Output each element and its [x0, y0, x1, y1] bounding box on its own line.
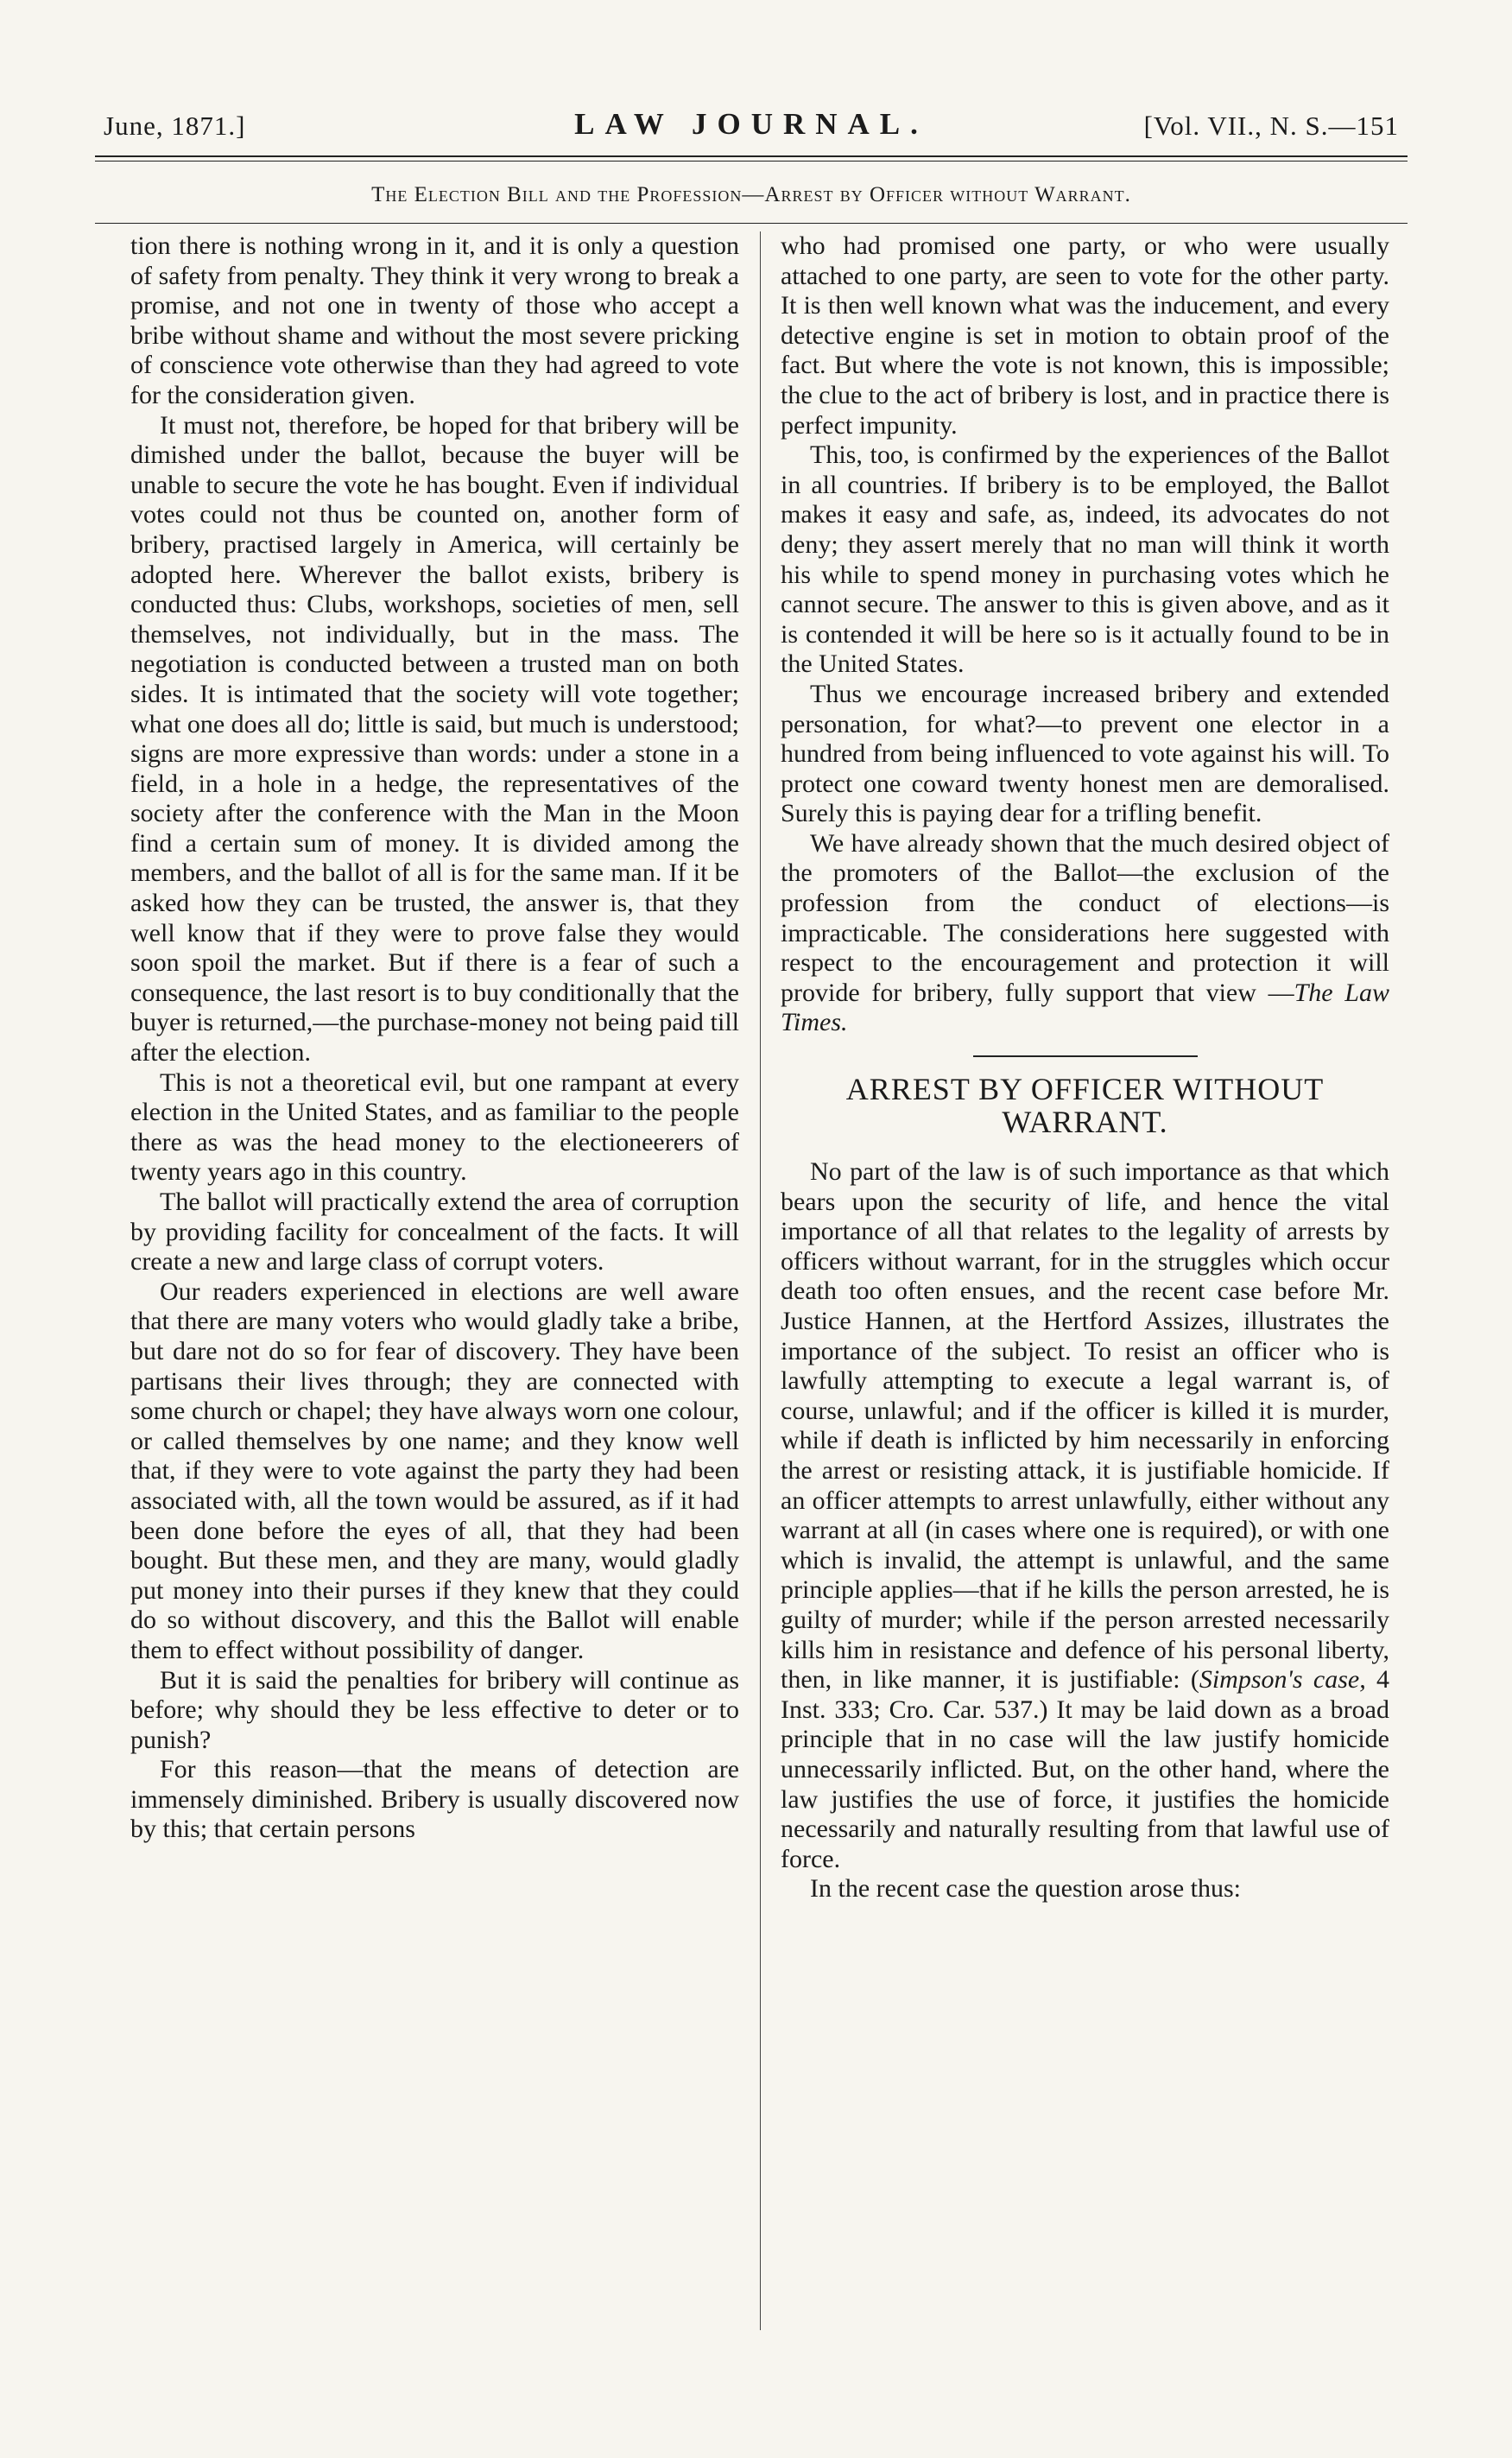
running-title-rule: [95, 223, 1408, 224]
header-rule-thick: [95, 155, 1408, 157]
paragraph: For this reason—that the means of detection are immensely diminished. Bribery is usually discovered now by this; that certain persons: [130, 1755, 739, 1844]
paragraph: tion there is nothing wrong in it, and it is only a question of safety from penalty. They think it very wrong to break a promise, and not one in twenty of those who accept a bribe without shame and without the most severe pricking of conscience vote otherwise than they had agreed to vote for the consideration given.: [130, 231, 739, 409]
page-header: [104, 102, 1399, 154]
column-divider: [760, 231, 761, 2330]
paragraph: But it is said the penalties for bribery will continue as before; why should they be less effective to deter or to punish?: [130, 1665, 739, 1754]
paragraph: who had promised one party, or who were usually attached to one party, are seen to vote for the other party. It is then well known what was the inducement, and every detective engine is set in motion to obtain proof of the fact. But where the vote is not known, this is impossible; the clue to the act of bribery is lost, and in practice there is perfect impunity.: [781, 231, 1389, 440]
volume-page-number: [Vol. VII., N. S.—151: [1143, 111, 1399, 141]
paragraph: In the recent case the question arose thus:: [810, 1874, 1241, 1904]
journal-title: LAW JOURNAL.: [574, 107, 928, 141]
right-column: [781, 231, 1389, 1904]
paragraph: [781, 829, 1389, 1038]
issue-date: June, 1871.]: [104, 111, 246, 141]
paragraph-text: No part of the law is of such importance as that which bears upon the security of life, and hence the vital importance of all that relates to the legality of arrests by officers without warrant, for in the struggles which occur death too often ensues, and the recent case before Mr. Justice Hannen, at the Hertford Assizes, illustrates the importance of the subject. To resist an officer who is lawfully attempting to execute a legal warrant is, of course, unlawful; and if the officer is killed it is murder, while if death is inflicted by him necessarily in enforcing the arrest or resisting attack, it is justifiable homicide. If an officer attempts to arrest unlawfully, either without any warrant at all (in cases where one is required), or with one which is invalid, the attempt is unlawful, and the same principle applies—that if he kills the person arrested, he is guilty of murder; while if the person arrested necessarily kills him in resistance and defence of his personal liberty, then, in like manner, it is justifiable: (: [781, 1157, 1389, 1695]
left-column: [130, 231, 739, 1845]
section-heading-line: ARREST BY OFFICER WITHOUT: [845, 1072, 1325, 1107]
paragraph: Our readers experienced in elections are well aware that there are many voters who would gladly take a bribe, but dare not do so for fear of discovery. They have been partisans their lives through; they are connected with some church or chapel; they have always worn one colour, or called themselves by one name; and they know well that, if they were to vote against the party they had been associated with, all the town would be assured, as if it had been done before the eyes of all, that they had been bought. But these men, and they are many, would gladly put money into their purses if they knew that they could do so without discovery, and this the Ballot will enable them to effect without possibility of danger.: [130, 1277, 739, 1664]
case-citation: Simpson's case,: [1199, 1665, 1366, 1695]
source-citation: The Law Times.: [781, 978, 1389, 1037]
section-rule: [973, 1055, 1198, 1057]
paragraph-text: We have already shown that the much desired object of the promoters of the Ballot—the exclusion of the profession from the conduct of elections—is impracticable. The considerations here suggested with respect to the encouragement and protection it will provide for bribery, fully support that view —: [781, 828, 1389, 1007]
paragraph: It must not, therefore, be hoped for that bribery will be dimished under the ballot, because the buyer will be unable to secure the vote he has bought. Even if individual votes could not thus be counted on, another form of bribery, practised largely in America, will certainly be adopted here. Wherever the ballot exists, bribery is conducted thus: Clubs, workshops, societies of men, sell themselves, not individually, but in the mass. The negotiation is conducted between a trusted man on both sides. It is intimated that the society will vote together; what one does all do; little is said, but much is understood; signs are more expressive than words: under a stone in a field, in a hole in a hedge, the representatives of the society after the conference with the Man in the Moon find a certain sum of money. It is divided among the members, and the ballot of all is for the same man. If it be asked how they can be trusted, the answer is, that they well know that if they were to prove false they would soon spoil the market. But if there is a fear of such a consequence, the last resort is to buy conditionally that the buyer is returned,—the purchase-money not being paid till after the election.: [130, 410, 739, 1067]
paragraph-text: 4 Inst. 333; Cro. Car. 537.) It may be laid down as a broad principle that in no case will the law justify homicide unnecessarily inflicted. But, on the other hand, where the law justifies the use of force, it justifies the homicide necessarily and naturally resulting from that lawful use of force.: [781, 1665, 1390, 1873]
header-rule-thin: [95, 161, 1408, 162]
paragraph: The ballot will practically extend the area of corruption by providing facility for concealment of the facts. It will create a new and large class of corrupt voters.: [130, 1188, 739, 1277]
section-heading: [781, 1073, 1389, 1138]
paragraph: This is not a theoretical evil, but one rampant at every election in the United States, and as familiar to the people there as was the head money to the electioneerers of twenty years ago in this country.: [130, 1067, 739, 1187]
running-title: The Election Bill and the Profession—Arrest by Officer without Warrant.: [371, 183, 1131, 206]
paragraph: Thus we encourage increased bribery and extended personation, for what?—to prevent one elector in a hundred from being influenced to vote against his will. To protect one coward twenty honest men are demoralised. Surely this is paying dear for a trifling benefit.: [781, 679, 1389, 828]
section-heading-line: WARRANT.: [1002, 1105, 1168, 1140]
paragraph: This, too, is confirmed by the experiences of the Ballot in all countries. If bribery is to be employed, the Ballot makes it easy and safe, as, indeed, its advocates do not deny; they assert merely that no man will think it worth his while to spend money in purchasing votes which he cannot secure. The answer to this is given above, and as it is contended it will be here so is it actually found to be in the United States.: [781, 440, 1389, 679]
paragraph: [781, 1157, 1389, 1874]
